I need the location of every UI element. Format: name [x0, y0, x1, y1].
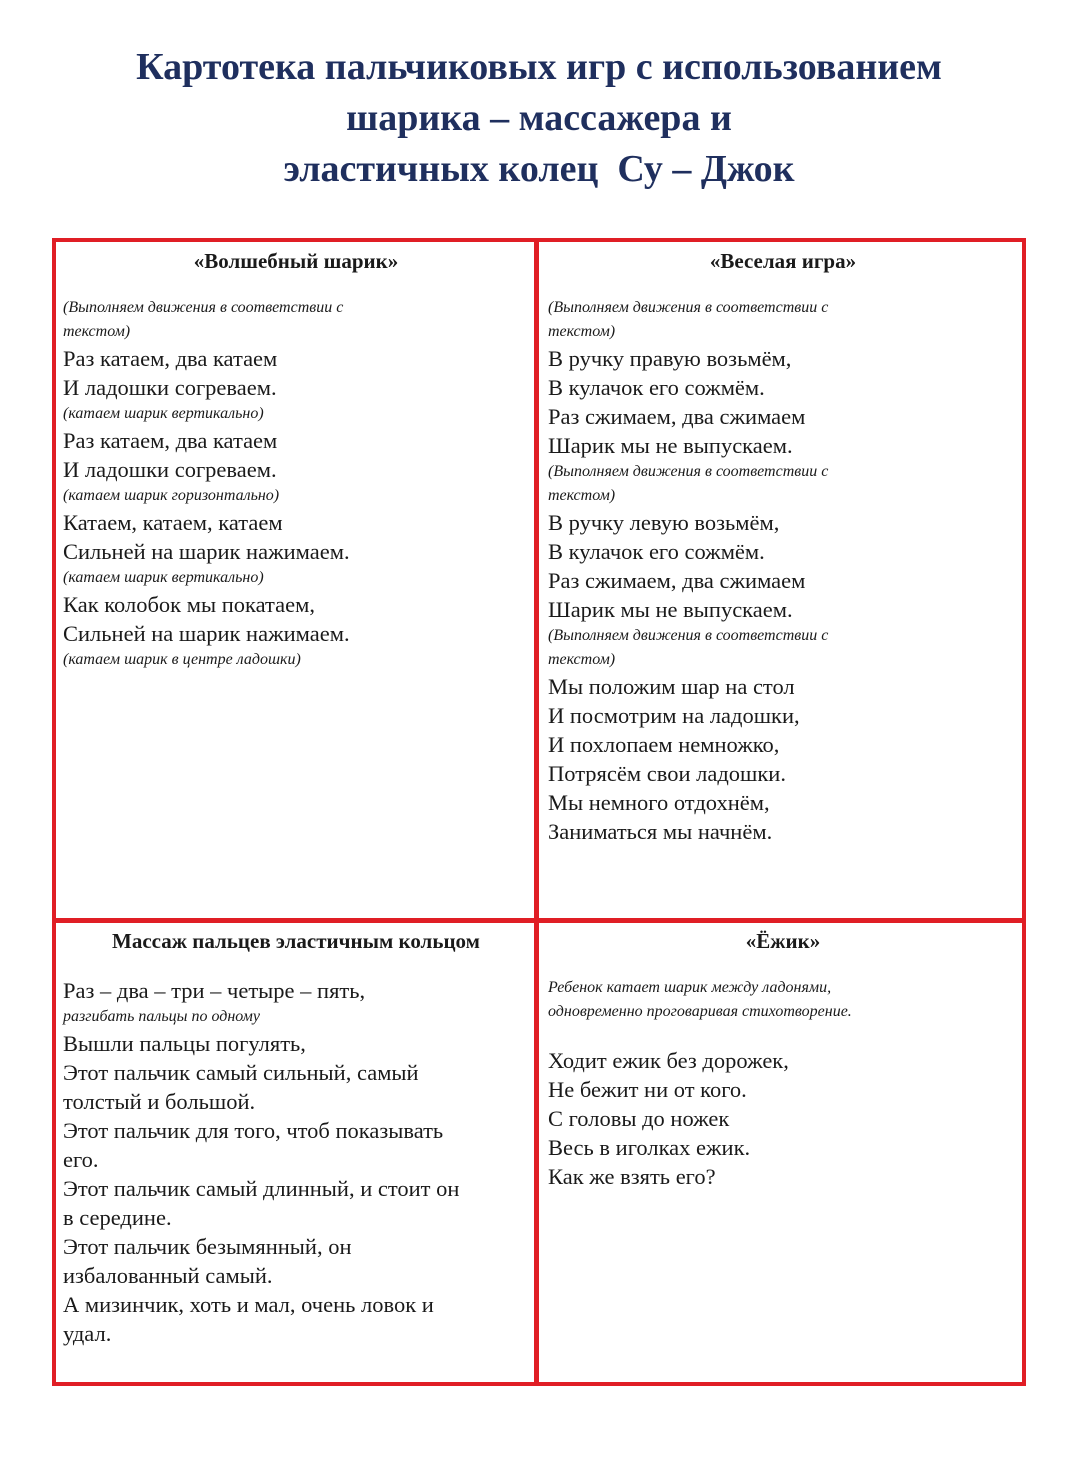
- verse-line: Раз сжимаем, два сжимаем: [548, 568, 806, 593]
- table-divider-horizontal: [52, 918, 1026, 923]
- verse-line: Мы немного отдохнём,: [548, 790, 770, 815]
- title-line: Картотека пальчиковых игр с использованием: [136, 46, 942, 88]
- title-line: эластичных колец Су – Джок: [283, 148, 795, 190]
- instruction-note: (Выполняем движения в соответствии с: [548, 299, 829, 316]
- card-finger-massage: [63, 928, 529, 1348]
- instruction-note: разгибать пальцы по одному: [63, 1008, 260, 1025]
- verse-line: Этот пальчик самый сильный, самый: [63, 1060, 419, 1085]
- verse-line: И ладошки согреваем.: [63, 375, 277, 400]
- instruction-note: (катаем шарик вертикально): [63, 405, 264, 422]
- verse-line: удал.: [63, 1321, 112, 1346]
- verse-line: Весь в иголках ежик.: [548, 1135, 751, 1160]
- instruction-note: Ребенок катает шарик между ладонями,: [548, 979, 832, 996]
- instruction-note: (катаем шарик горизонтально): [63, 487, 280, 504]
- verse-line: Как же взять его?: [548, 1164, 716, 1189]
- verse-line: Вышли пальцы погулять,: [63, 1031, 306, 1056]
- verse-line: Раз катаем, два катаем: [63, 428, 278, 453]
- verse-line: толстый и большой.: [63, 1089, 256, 1114]
- verse-line: Ходит ежик без дорожек,: [548, 1048, 789, 1073]
- instruction-note: текстом): [548, 487, 616, 504]
- verse-line: Катаем, катаем, катаем: [63, 510, 283, 535]
- verse-line: Шарик мы не выпускаем.: [548, 433, 793, 458]
- verse-line: В ручку левую возьмём,: [548, 510, 780, 535]
- instruction-note: текстом): [548, 651, 616, 668]
- card-merry-game: [548, 248, 1018, 846]
- verse-line: Раз – два – три – четыре – пять,: [63, 978, 366, 1003]
- card-title: «Волшебный шарик»: [193, 249, 399, 273]
- verse-line: Потрясём свои ладошки.: [548, 761, 786, 786]
- verse-line: Этот пальчик для того, чтоб показывать: [63, 1118, 444, 1143]
- verse-line: Шарик мы не выпускаем.: [548, 597, 793, 622]
- verse-line: Раз катаем, два катаем: [63, 346, 278, 371]
- verse-line: Не бежит ни от кого.: [548, 1077, 747, 1102]
- verse-line: его.: [63, 1147, 99, 1172]
- card-magic-ball: [63, 248, 529, 672]
- instruction-note: одновременно проговаривая стихотворение.: [548, 1003, 852, 1020]
- instruction-note: (Выполняем движения в соответствии с: [548, 463, 829, 480]
- instruction-note: (катаем шарик вертикально): [63, 569, 264, 586]
- instruction-note: текстом): [63, 323, 131, 340]
- verse-line: Сильней на шарик нажимаем.: [63, 539, 350, 564]
- card-title: Массаж пальцев эластичным кольцом: [112, 929, 480, 953]
- table-divider-vertical: [534, 238, 539, 1386]
- verse-line: В кулачок его сожмём.: [548, 539, 765, 564]
- instruction-note: (катаем шарик в центре ладошки): [63, 651, 301, 668]
- instruction-note: текстом): [548, 323, 616, 340]
- verse-line: А мизинчик, хоть и мал, очень ловок и: [63, 1292, 434, 1317]
- verse-line: Мы положим шар на стол: [548, 674, 795, 699]
- card-hedgehog: [548, 928, 1018, 1191]
- verse-line: Этот пальчик безымянный, он: [63, 1234, 352, 1259]
- verse-line: Сильней на шарик нажимаем.: [63, 621, 350, 646]
- verse-line: Заниматься мы начнём.: [548, 819, 773, 844]
- verse-line: Этот пальчик самый длинный, и стоит он: [63, 1176, 460, 1201]
- verse-line: Раз сжимаем, два сжимаем: [548, 404, 806, 429]
- page-title: [0, 42, 1078, 195]
- verse-line: И посмотрим на ладошки,: [548, 703, 800, 728]
- verse-line: избалованный самый.: [63, 1263, 273, 1288]
- title-line: шарика – массажера и: [346, 97, 732, 139]
- card-title: «Ёжик»: [745, 929, 821, 953]
- verse-line: С головы до ножек: [548, 1106, 730, 1131]
- card-title: «Веселая игра»: [709, 249, 857, 273]
- verse-line: в середине.: [63, 1205, 172, 1230]
- verse-line: И похлопаем немножко,: [548, 732, 780, 757]
- verse-line: В кулачок его сожмём.: [548, 375, 765, 400]
- instruction-note: (Выполняем движения в соответствии с: [548, 627, 829, 644]
- instruction-note: (Выполняем движения в соответствии с: [63, 299, 344, 316]
- verse-line: В ручку правую возьмём,: [548, 346, 792, 371]
- verse-line: Как колобок мы покатаем,: [63, 592, 315, 617]
- verse-line: И ладошки согреваем.: [63, 457, 277, 482]
